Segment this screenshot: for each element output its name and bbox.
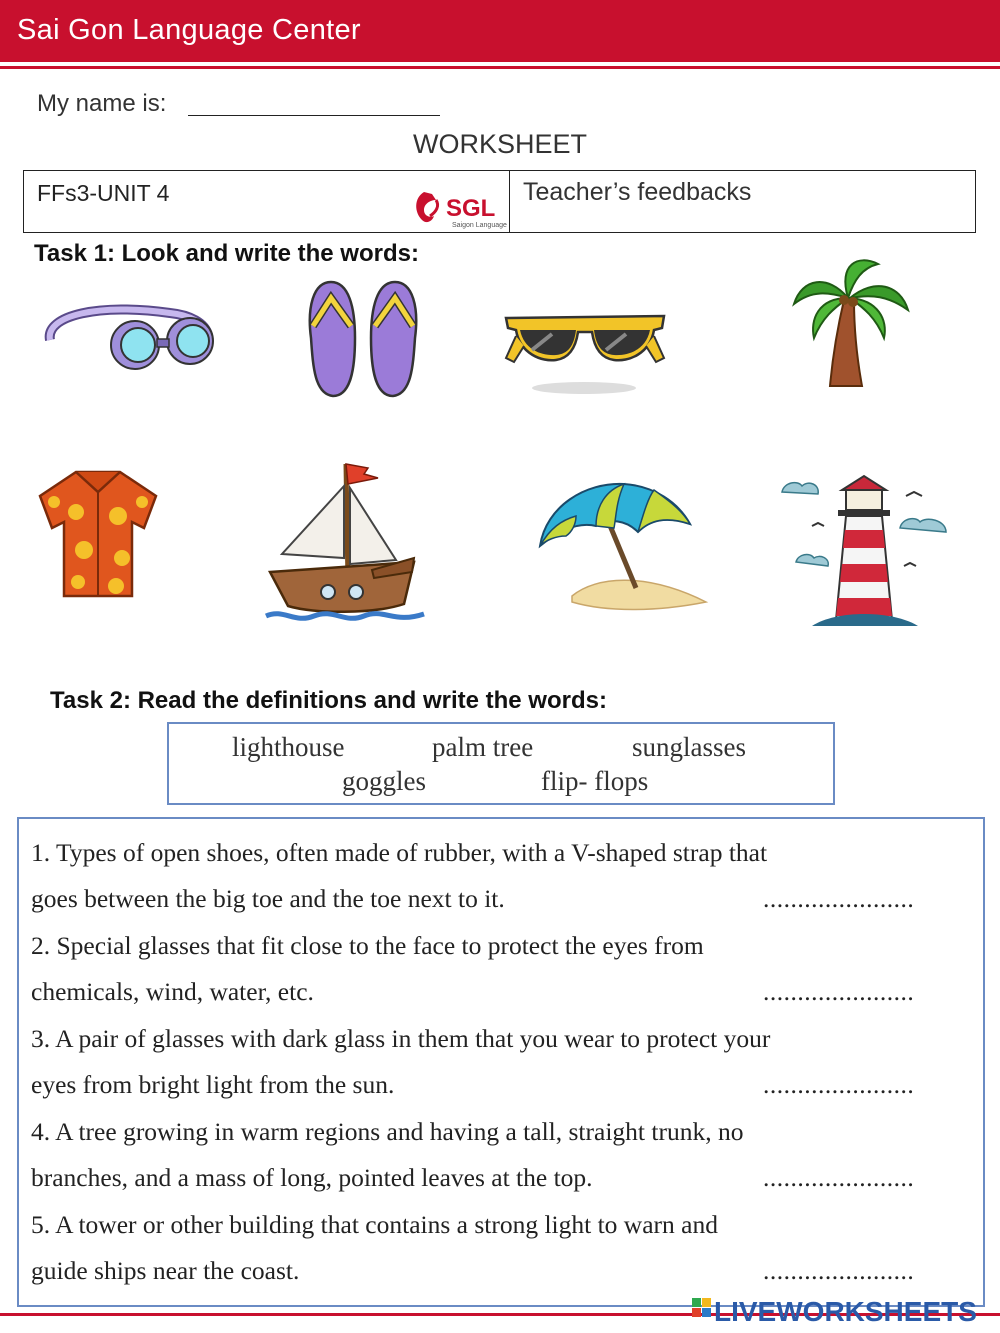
definition-line: 4. A tree growing in warm regions and having a tall, straight trunk, no [31,1117,744,1146]
logo-text: SGL [446,195,496,222]
answer-blank-5[interactable]: ...................... [763,1256,915,1285]
word-bank-item: sunglasses [632,732,746,762]
definition-line: chemicals, wind, water, etc. [31,977,314,1006]
lighthouse-icon [776,470,952,636]
sailboat-icon [264,454,428,630]
name-label: My name is: [37,90,167,117]
sgl-logo [412,186,508,230]
word-bank [167,722,835,805]
definition-line: 2. Special glasses that fit close to the face to protect the eyes from [31,931,704,960]
definition-line: 1. Types of open shoes, often made of rubber, with a V-shaped strap that [31,838,768,867]
name-input-line[interactable] [188,115,440,116]
teacher-feedback-label: Teacher’s feedbacks [523,178,752,206]
definition-line: eyes from bright light from the sun. [31,1070,395,1099]
goggles-icon [40,295,218,379]
worksheet-title: WORKSHEET [412,129,587,159]
palm-tree-icon [788,254,914,390]
word-bank-item: flip- flops [541,766,649,796]
definition-line: branches, and a mass of long, pointed leaves at the top. [31,1163,593,1192]
logo-subtext: Saigon Language [452,222,507,229]
info-table-divider [509,170,510,233]
sunglasses-icon [502,306,668,396]
liveworksheets-text: LIVEWORKSHEETS [714,1296,977,1327]
definition-line: goes between the big toe and the toe next to it. [31,884,505,913]
task2-title: Task 2: Read the definitions and write the words: [50,687,607,714]
definition-line: guide ships near the coast. [31,1256,300,1285]
center-name: Sai Gon Language Center [17,14,361,46]
unit-label: FFs3-UNIT 4 [37,180,170,206]
word-bank-item: goggles [342,766,426,796]
answer-blank-3[interactable]: ...................... [763,1070,915,1099]
header-bar [0,0,1000,62]
header-divider [0,66,1000,69]
shirt-icon [36,466,160,602]
word-bank-item: palm tree [432,732,534,762]
answer-blank-1[interactable]: ...................... [763,884,915,913]
flip-flops-icon [303,278,423,400]
word-bank-item: lighthouse [232,732,345,762]
beach-umbrella-icon [536,476,710,612]
answer-blank-4[interactable]: ...................... [763,1163,915,1192]
liveworksheets-logo [690,1290,990,1330]
definition-line: 5. A tower or other building that contains a strong light to warn and [31,1210,718,1239]
definition-line: 3. A pair of glasses with dark glass in them that you wear to protect your [31,1024,771,1053]
answer-blank-2[interactable]: ...................... [763,977,915,1006]
task1-title: Task 1: Look and write the words: [34,240,419,267]
